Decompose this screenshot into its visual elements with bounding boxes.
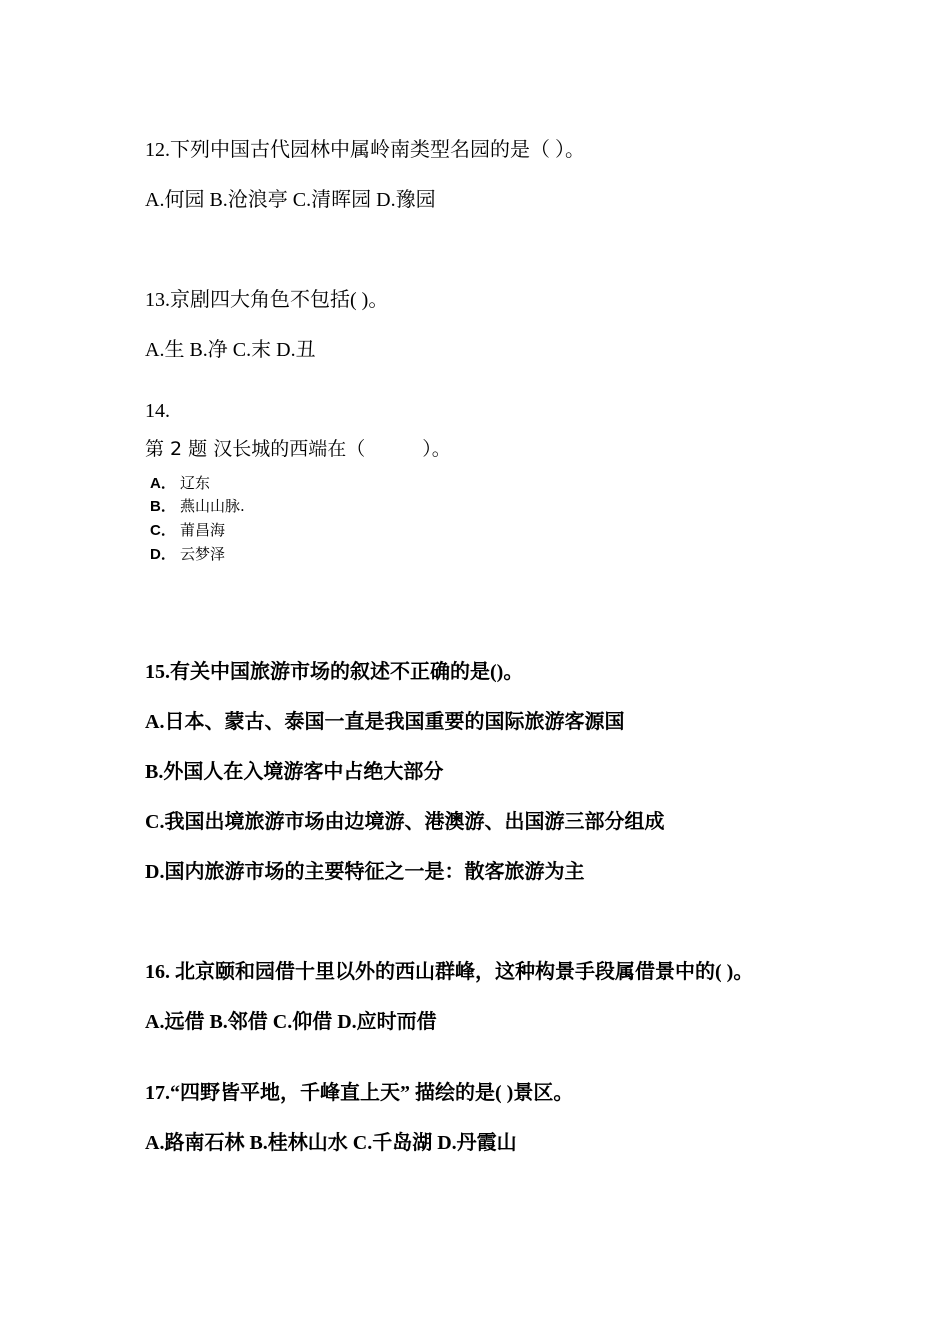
question-16-text: 16. 北京颐和园借十里以外的西山群峰，这种构景手段属借景中的( )。	[145, 961, 754, 983]
question-12-options: A.何园 B.沧浪亭 C.清晖园 D.豫园	[145, 189, 436, 211]
question-14-number: 14.	[145, 400, 170, 422]
question-14-text: 第 2 题 汉长城的西端在（ ）。	[145, 438, 451, 460]
question-13-text: 13.京剧四大角色不包括( )。	[145, 289, 389, 311]
option-text: 莆昌海	[180, 521, 226, 539]
question-14-option-a	[150, 473, 210, 494]
question-17-text: 17.“四野皆平地，千峰直上天” 描绘的是( )景区。	[145, 1082, 574, 1104]
option-text: 云梦泽	[180, 545, 226, 563]
question-15-option-b: B.外国人在入境游客中占绝大部分	[145, 761, 444, 783]
option-text: 燕山山脉.	[180, 497, 245, 515]
question-15-text: 15.有关中国旅游市场的叙述不正确的是()。	[145, 661, 524, 683]
question-17-options: A.路南石林 B.桂林山水 C.千岛湖 D.丹霞山	[145, 1132, 517, 1154]
question-15-option-c: C.我国出境旅游市场由边境游、港澳游、出国游三部分组成	[145, 811, 665, 833]
option-letter: C．	[150, 522, 176, 539]
question-15-option-d: D.国内旅游市场的主要特征之一是：散客旅游为主	[145, 861, 585, 883]
question-16-options: A.远借 B.邻借 C.仰借 D.应时而借	[145, 1011, 437, 1033]
question-12-text: 12.下列中国古代园林中属岭南类型名园的是（ ）。	[145, 139, 585, 161]
question-14-option-b	[150, 496, 245, 517]
option-letter: D．	[150, 546, 176, 563]
option-text: 辽东	[180, 474, 211, 492]
question-13-options: A.生 B.净 C.末 D.丑	[145, 339, 316, 361]
option-letter: A．	[150, 475, 176, 492]
question-15-option-a: A.日本、蒙古、泰国一直是我国重要的国际旅游客源国	[145, 711, 625, 733]
option-letter: B．	[150, 498, 176, 515]
question-14-option-d	[150, 544, 225, 565]
question-14-option-c	[150, 520, 225, 541]
